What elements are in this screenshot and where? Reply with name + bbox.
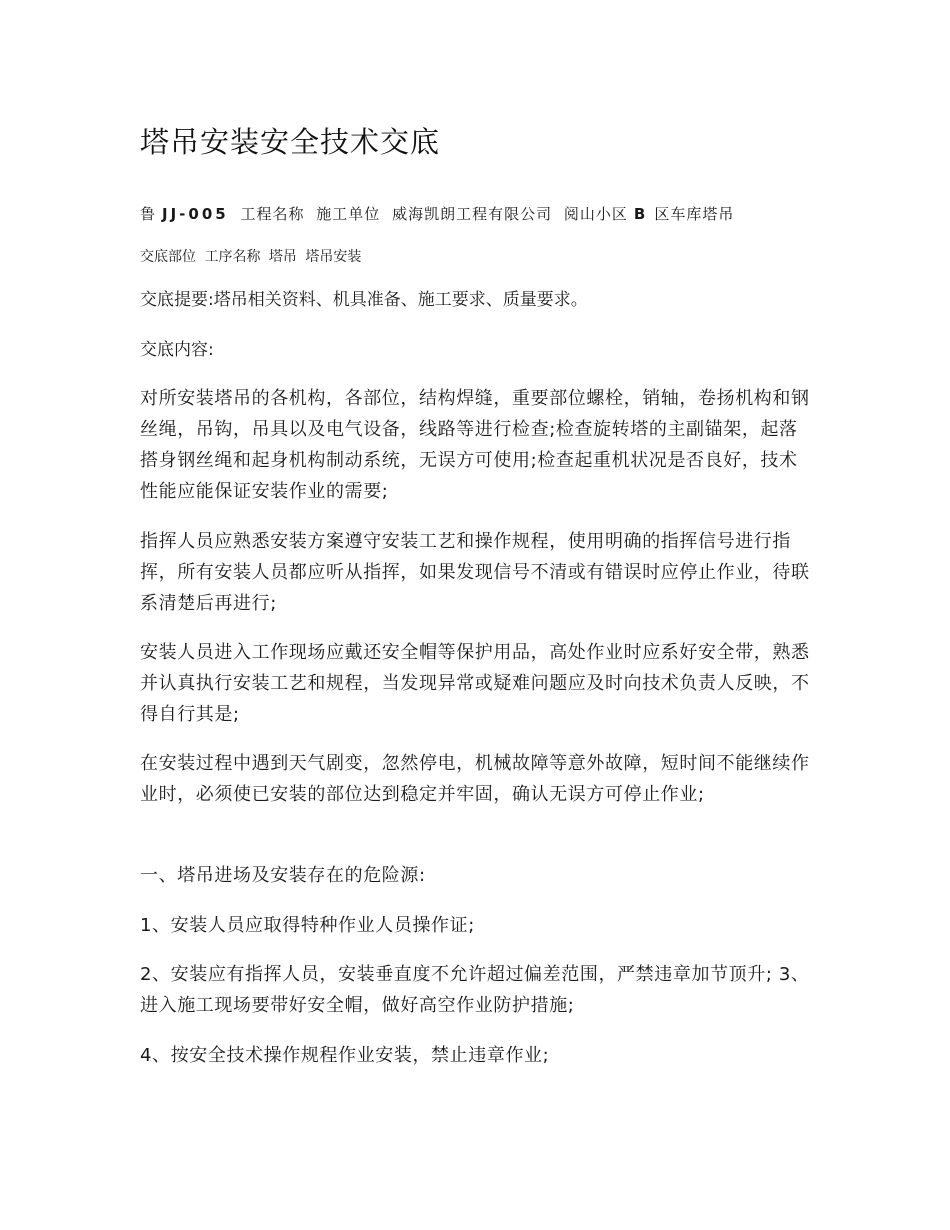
- content-label: 交底内容:: [140, 340, 214, 360]
- project-zone: B: [633, 205, 649, 223]
- part-label: 交底部位: [140, 249, 196, 265]
- meta-line-2: [140, 246, 365, 266]
- hazard-item-2-3: 2、安装应有指挥人员，安装垂直度不允许超过偏差范围，严禁违章加节顶升; 3、进入施工现场要带好安全帽，做好高空作业防护措施;: [140, 964, 810, 1016]
- meta-line-1: [140, 203, 740, 224]
- company-name: 威海凯朗工程有限公司: [392, 205, 553, 223]
- hazard-item-4: 4、按安全技术操作规程作业安装，禁止违章作业;: [140, 1045, 550, 1066]
- project-prefix: 阅山小区: [563, 205, 628, 223]
- part-value: 塔吊: [268, 249, 297, 265]
- heading-hazards: 一、塔吊进场及安装存在的危险源:: [140, 865, 426, 886]
- code-prefix: 鲁: [140, 205, 157, 223]
- construction-unit-label: 施工单位: [316, 205, 381, 223]
- paragraph-emergency: 在安装过程中遇到天气剧变，忽然停电，机械故障等意外故障，短时间不能继续作业时，必须使已安装的部位达到稳定并牢固，确认无误方可停止作业;: [140, 753, 810, 805]
- process-value: 塔吊安装: [305, 249, 362, 265]
- summary: 交底提要:塔吊相关资料、机具准备、施工要求、质量要求。: [140, 290, 588, 310]
- paragraph-inspection: 对所安装塔吊的各机构，各部位，结构焊缝，重要部位螺栓，销轴，卷扬机构和钢丝绳，吊钩，吊具以及电气设备，线路等进行检查;检查旋转塔的主副锚架，起落搭身钢丝绳和起身机构制动系统，无误方可使用;检查起重机状况是否良好，技术性能应能保证安装作业的需要;: [140, 388, 810, 502]
- process-label: 工序名称: [204, 249, 261, 265]
- paragraph-installers: 安装人员进入工作现场应戴还安全帽等保护用品，高处作业时应系好安全带，熟悉并认真执行安装工艺和规程，当发现异常或疑难问题应及时向技术负责人反映，不得自行其是;: [140, 642, 810, 725]
- document-title: 塔吊安装安全技术交底: [140, 125, 441, 159]
- project-name-label: 工程名称: [240, 205, 305, 223]
- document-code: JJ-005: [162, 205, 229, 223]
- project-suffix: 区车库塔吊: [654, 205, 735, 223]
- hazard-item-1: 1、安装人员应取得特种作业人员操作证;: [140, 915, 475, 936]
- paragraph-commander: 指挥人员应熟悉安装方案遵守安装工艺和操作规程，使用明确的指挥信号进行指挥，所有安装人员都应听从指挥，如果发现信号不清或有错误时应停止作业，待联系清楚后再进行;: [140, 531, 810, 614]
